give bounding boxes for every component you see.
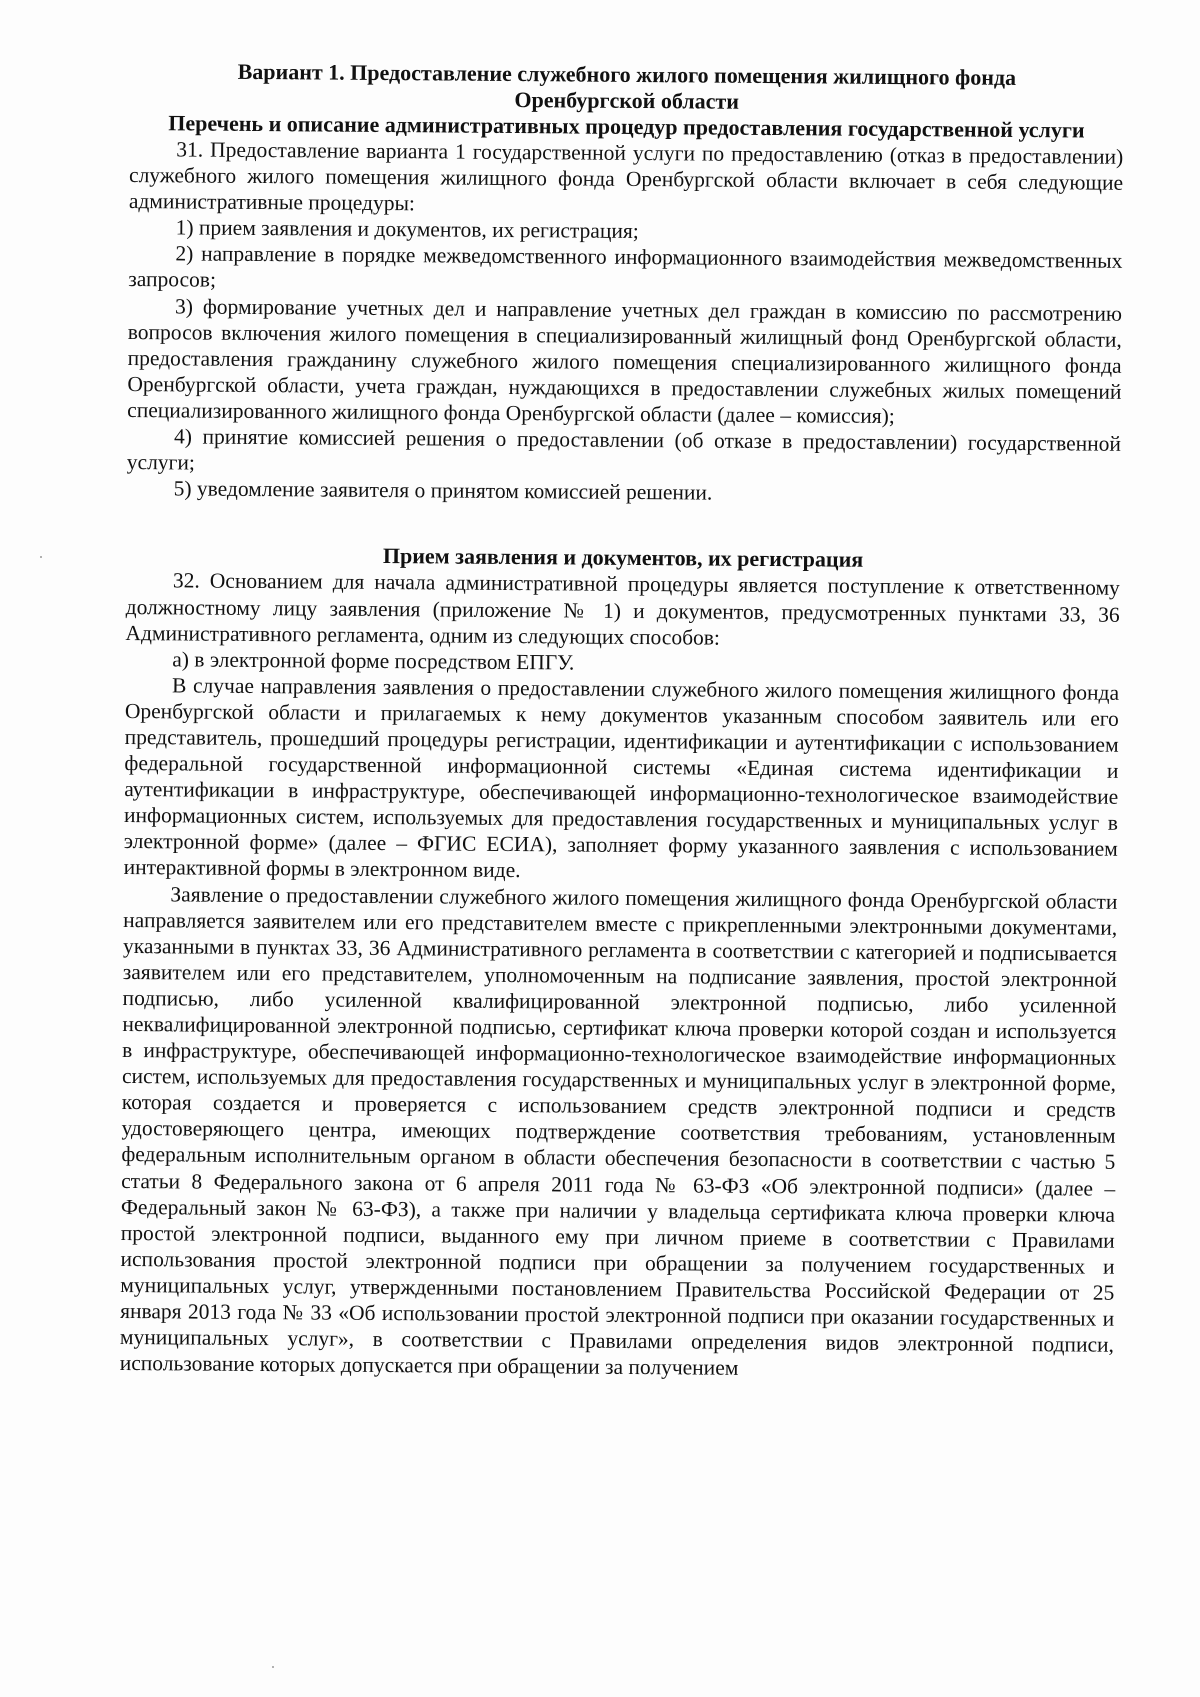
list-item-3: 3) формирование учетных дел и направление учетных дел граждан в комиссию по рассмотрению вопросов включения жилого помещения в специализированный жилищный фонд Оренбургской области, предоставления гражданину служебного жилого помещения специализированного жилищного фонда Оренбургской области, учета граждан, нуждающихся в предоставлении служебных жилых помещений специализированного жилищного фонда Оренбургской области (далее – комиссия); — [127, 293, 1123, 428]
scan-speck — [40, 556, 42, 558]
paragraph-epgu: В случае направления заявления о предоставлении служебного жилого помещения жилищного фонда Оренбургской области и прилагаемых к нему документов указанным способом заявитель или его представитель, прошедший процедуры регистрации, идентификации и аутентификации с использованием федеральной государственной информационной системы «Единая система идентификации и аутентификации в инфраструктуре, обеспечивающей информационно-технологическое взаимодействие информационных систем, используемых для предоставления государственных и муниципальных услуг в электронной форме» (далее – ФГИС ЕСИА), заполняет форму указанного заявления с использованием интерактивной формы в электронном виде. — [123, 673, 1120, 883]
document-body — [120, 58, 1124, 1384]
document-subtitle: Перечень и описание административных процедур предоставления государственной услуги — [168, 110, 1085, 143]
list-item-a: а) в электронной форме посредством ЕПГУ. — [172, 647, 575, 675]
paragraph-signature: Заявление о предоставлении служебного жилого помещения жилищного фонда Оренбургской области направляется заявителем или его представителем вместе с прикрепленными электронными документами, указанными в пунктах 33, 36 Административного регламента в соответствии с категорией и подписывается заявителем или его представителем, уполномоченным на подписание заявления, простой электронной подписью, либо усиленной квалифицированной электронной подписью, либо усиленной неквалифицированной электронной подписью, сертификат ключа проверки которой создан и используется в инфраструктуре, обеспечивающей информационно-технологическое взаимодействие информационных систем, используемых для предоставления государственных и муниципальных услуг в электронной форме, которая создается и проверяется с использованием средств электронной подписи и средств удостоверяющего центра, имеющих подтверждение соответствия требованиям, установленным федеральным исполнительным органом в области обеспечения безопасности в соответствии с частью 5 статьи 8 Федерального закона от 6 апреля 2011 года № 63-ФЗ «Об электронной подписи» (далее – Федеральный закон № 63-ФЗ), а также при наличии у владельца сертификата ключа проверки ключа простой электронной подписи, выданного ему при личном приеме в соответствии с Правилами использования простой электронной подписи при обращении за получением государственных и муниципальных услуг, утвержденными постановлением Правительства Российской Федерации от 25 января 2013 года № 33 «Об использовании простой электронной подписи при оказании государственных и муниципальных услуг», в соответствии с Правилами определения видов электронной подписи, использование которых допускается при обращении за получением — [119, 881, 1118, 1381]
document-title: Вариант 1. Предоставление служебного жилого помещения жилищного фонда Оренбургской области — [237, 58, 1017, 114]
list-item-4: 4) принятие комиссией решения о предоставлении (об отказе в предоставлении) государственной услуги; — [126, 424, 1122, 475]
scan-speck — [272, 1666, 274, 1668]
paragraph-32: 32. Основанием для начала административной процедуры является поступление к ответственному должностному лицу заявления (приложение № 1) и документов, предусмотренных пунктами 33, 36 Административного регламента, одним из следующих способов: — [125, 568, 1120, 650]
list-item-5: 5) уведомление заявителя о принятом комиссией решении. — [173, 476, 713, 505]
list-item-2: 2) направление в порядке межведомственного информационного взаимодействия межведомственных запросов; — [128, 241, 1123, 293]
paragraph-31: 31. Предоставление варианта 1 государственной услуги по предоставлению (отказ в предоставлении) служебного жилого помещения жилищного фонда Оренбургской области включает в себя следующие административные процедуры: — [128, 137, 1124, 216]
list-item-1: 1) прием заявления и документов, их регистрация; — [175, 215, 639, 244]
section-heading: Прием заявления и документов, их регистрация — [382, 543, 864, 573]
